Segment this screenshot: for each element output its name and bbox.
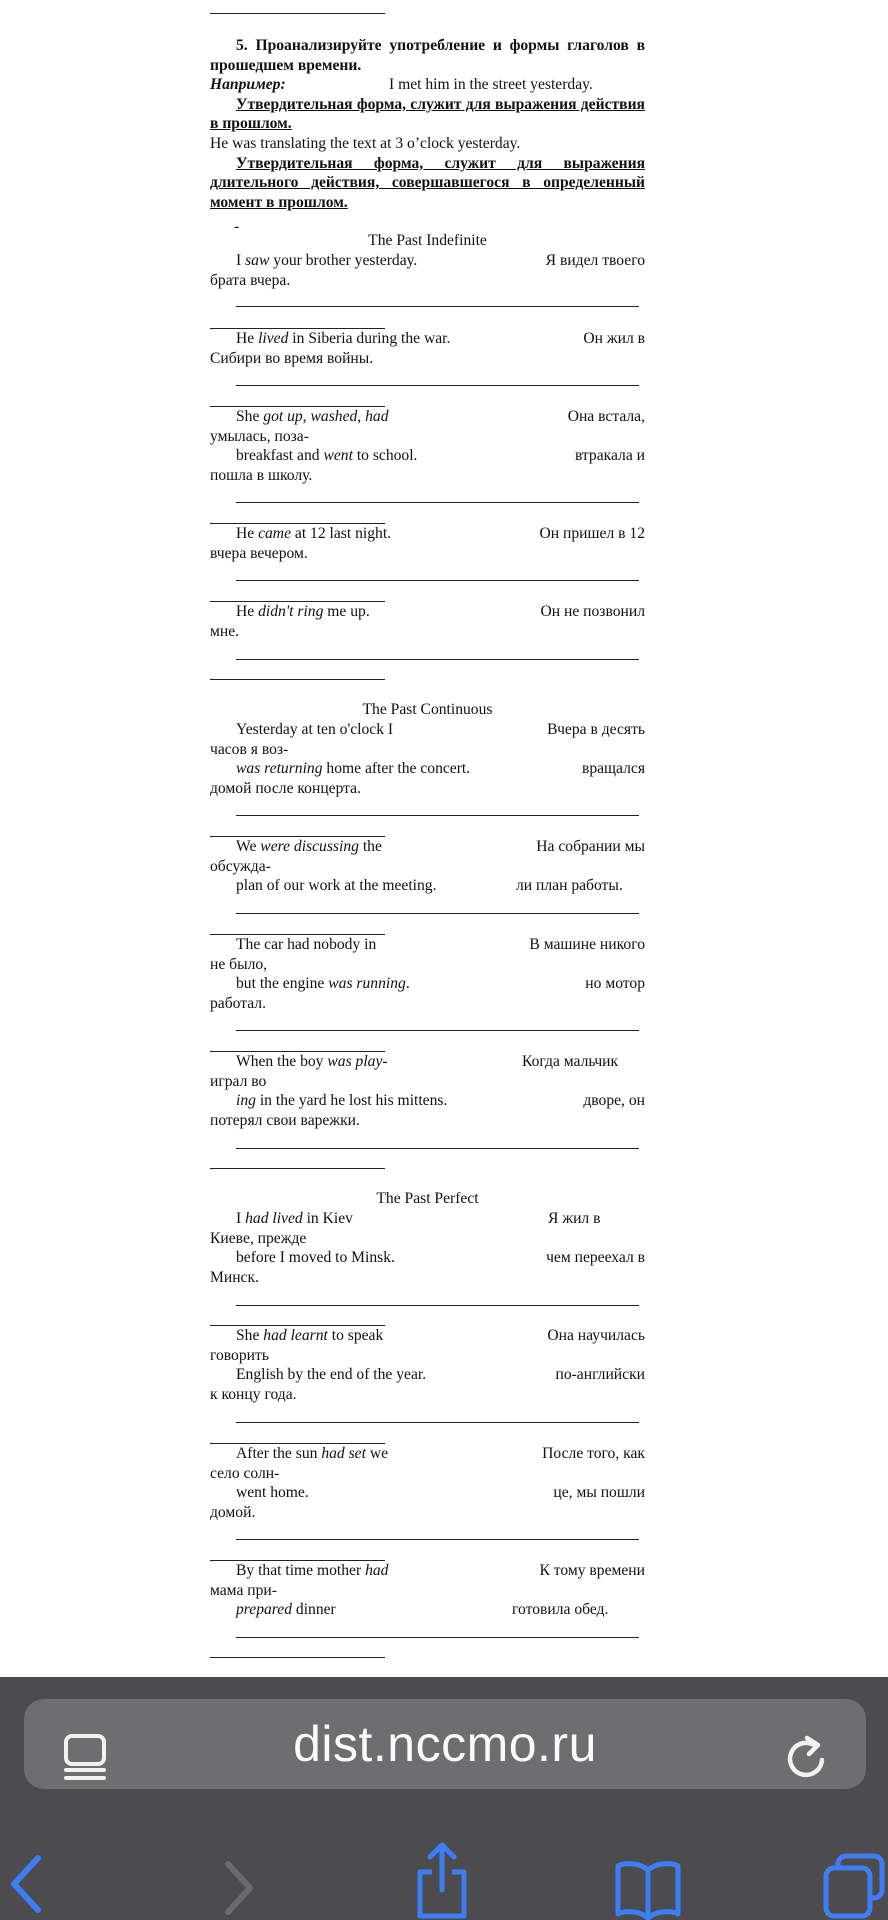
exercise-item: After the sun had set we После того, как село солн- went home. це, мы пошли домой. [210,1445,645,1521]
exercise-item: The car had nobody in В машине никого не было, but the engine was running. но мотор работал. [210,936,645,1012]
exercise-item: Yesterday at ten o'clock I Вчера в десять часов я воз- was returning home after the concert. вращался домой после концерта. [210,721,645,797]
exercise-item: When the boy was play- Когда мальчик играл во ing in the yard he lost his mittens. дворе, он потерял свои варежки. [210,1053,645,1129]
answer-line [236,1030,639,1031]
example-sentence-2: He was translating the text at 3 o’clock yesterday. [210,134,521,152]
task-header [210,36,645,212]
answer-line [236,1422,639,1423]
exercise-item: She got up, washed, had Она встала, умылась, поза- breakfast and went to school. втракала и пошла в школу. [210,408,645,484]
example-label: Например: [210,76,286,94]
answer-line [236,1305,639,1306]
exercise-item: I saw your brother yesterday. Я видел твоего брата вчера. [210,252,645,289]
answer-line [210,1168,385,1169]
section-title-past-perfect: The Past Perfect [376,1190,479,1207]
rule-text-1: Утвердительная форма, служит для выражения действия в прошлом. [210,95,645,133]
answer-line [236,815,639,816]
answer-line [236,580,639,581]
reader-icon[interactable] [58,1730,112,1784]
answer-line [236,1637,639,1638]
answer-line [236,306,639,307]
exercise-item: By that time mother had К тому времени мама при- prepared dinner готовила обед. [210,1562,645,1619]
exercise-item: We were discussing the На собрании мы обсужда- plan of our work at the meeting. ли план работы. [210,838,645,895]
answer-line [210,679,385,680]
task-title: 5. Проанализируйте употребление и формы глаголов в прошедшем времени. [210,37,645,74]
answer-line [236,1539,639,1540]
exercise-item: He came at 12 last night. Он пришел в 12 вчера вечером. [210,525,645,562]
example-sentence-1: I met him in the street yesterday. [389,76,593,94]
back-icon[interactable] [6,1852,46,1916]
bookmarks-icon[interactable] [612,1858,684,1920]
example-row [210,75,645,95]
dash-mark: - [234,218,240,235]
answer-line [210,1657,385,1658]
section-title-past-continuous: The Past Continuous [362,701,493,718]
share-icon[interactable] [412,1840,472,1920]
rule-text-2: Утвердительная форма, служит для выражения длительного действия, совершавшегося в определенный момент в прошлом. [210,154,645,211]
answer-line [236,913,639,914]
exercise-item: I had lived in Kiev Я жил в Киеве, прежде before I moved to Minsk. чем переехал в Минск. [210,1210,645,1286]
exercise-item: She had learnt to speak Она научилась говорить English by the end of the year. по-английски к концу года. [210,1327,645,1403]
url-text[interactable]: dist.nccmo.ru [293,1716,597,1772]
forward-icon[interactable] [218,1860,258,1916]
exercise-item: He lived in Siberia during the war. Он жил в Сибири во время войны. [210,330,645,367]
answer-line [236,502,639,503]
divider [210,13,385,14]
answer-line [236,659,639,660]
tabs-icon[interactable] [820,1852,888,1920]
answer-line [236,1148,639,1149]
exercise-item: He didn't ring me up. Он не позвонил мне. [210,603,645,640]
address-bar[interactable] [24,1699,866,1789]
section-title-past-indefinite: The Past Indefinite [368,232,487,249]
answer-line [236,385,639,386]
reload-icon[interactable] [780,1730,836,1786]
